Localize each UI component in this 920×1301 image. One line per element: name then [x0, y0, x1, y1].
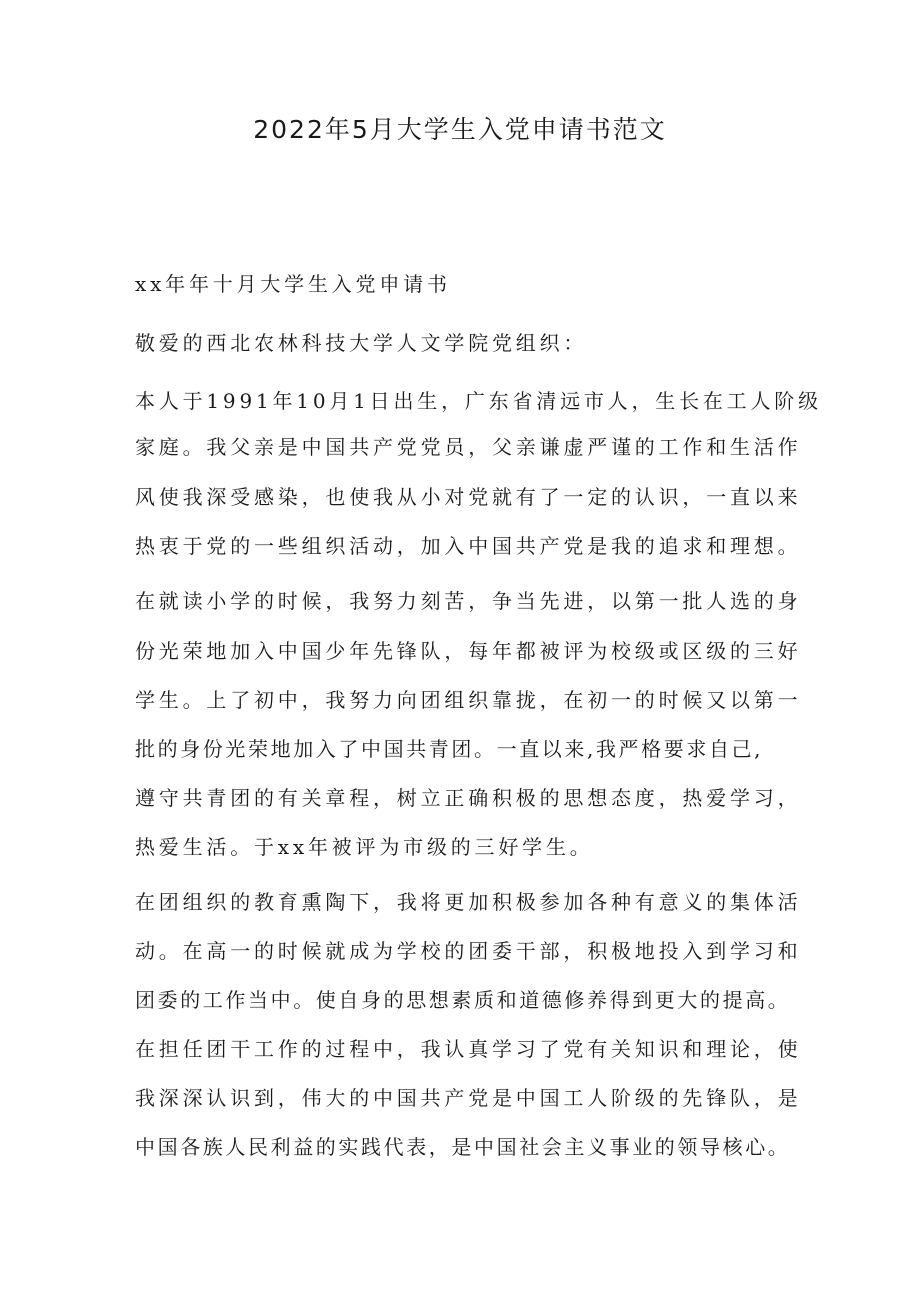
paragraph-line: 风使我深受感染，也使我从小对党就有了一定的认识，一直以来: [135, 485, 802, 509]
paragraph-line: 份光荣地加入中国少年先锋队，每年都被评为校级或区级的三好: [135, 639, 802, 663]
paragraph-line: 在就读小学的时候，我努力刻苦，争当先进，以第一批人选的身: [135, 589, 802, 613]
paragraph-line: 热衷于党的一些组织活动，加入中国共产党是我的追求和理想。: [135, 534, 802, 558]
paragraph-line: 遵守共青团的有关章程，树立正确积极的思想态度，热爱学习，: [135, 786, 802, 810]
paragraph-line: 动。在高一的时候就成为学校的团委干部，积极地投入到学习和: [135, 939, 802, 963]
paragraph-line: 家庭。我父亲是中国共产党党员，父亲谦虚严谨的工作和生活作: [135, 435, 802, 459]
salutation: 敬爱的西北农林科技大学人文学院党组织：: [135, 331, 588, 355]
letter-heading: xx年年十月大学生入党申请书: [135, 272, 451, 296]
paragraph-line: 学生。上了初中，我努力向团组织靠拢，在初一的时候又以第一: [135, 688, 802, 712]
paragraph-line: 本人于1991年10月1日出生，广东省清远市人，生长在工人阶级: [135, 389, 822, 413]
document-title: 2022年5月大学生入党申请书范文: [253, 115, 667, 144]
paragraph-line: 热爱生活。于xx年被评为市级的三好学生。: [135, 835, 594, 859]
paragraph-line: 批的身份光荣地加入了中国共青团。一直以来,我严格要求自己,: [135, 737, 764, 761]
paragraph-line: 我深深认识到，伟大的中国共产党是中国工人阶级的先锋队，是: [135, 1086, 802, 1110]
paragraph-line: 团委的工作当中。使自身的思想素质和道德修养得到更大的提高。: [135, 988, 791, 1012]
paragraph-line: 在团组织的教育熏陶下，我将更加积极参加各种有意义的集体活: [135, 890, 802, 914]
paragraph-line: 在担任团干工作的过程中，我认真学习了党有关知识和理论，使: [135, 1037, 802, 1061]
paragraph-line: 中国各族人民利益的实践代表，是中国社会主义事业的领导核心。: [135, 1135, 791, 1159]
